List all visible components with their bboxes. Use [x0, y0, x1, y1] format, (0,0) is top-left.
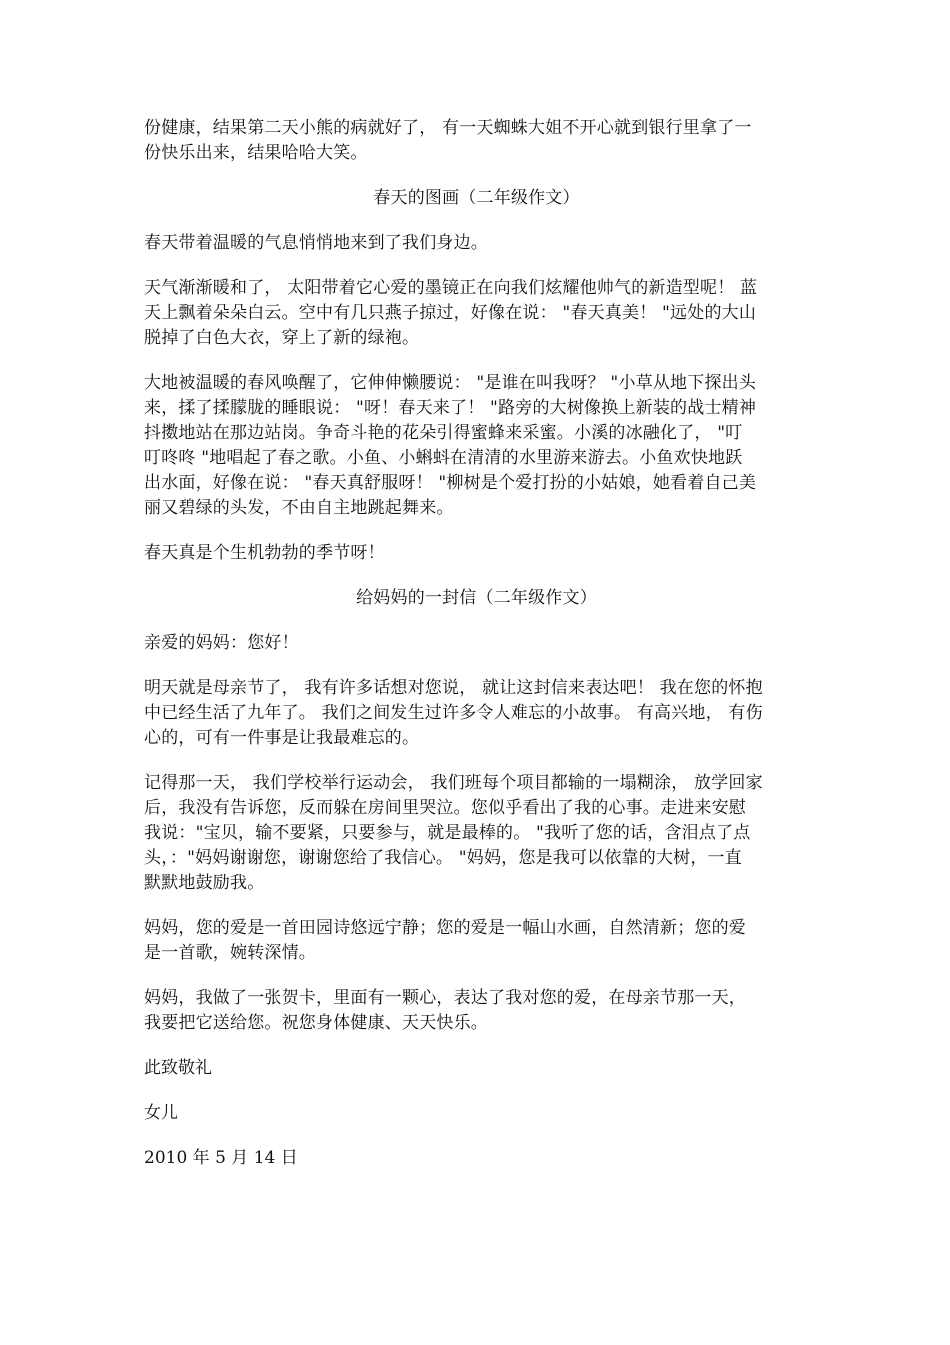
essay1-title: 春天的图画（二年级作文）	[373, 188, 580, 208]
intro-paragraph: 份健康，结果第二天小熊的病就好了， 有一天蜘蛛大姐不开心就到银行里拿了一 份快乐出来，结果哈哈大笑。	[144, 118, 752, 163]
essay2-title: 给妈妈的一封信（二年级作文）	[356, 588, 597, 608]
letter-paragraph-4: 妈妈，我做了一张贺卡，里面有一颗心，表达了我对您的爱，在母亲节那一天， 我要把它送给您。祝您身体健康、天天快乐。	[144, 988, 746, 1033]
document-content	[144, 116, 809, 1191]
letter-closing: 此致敬礼	[144, 1058, 212, 1078]
essay1-paragraph-2: 天气渐渐暖和了， 太阳带着它心爱的墨镜正在向我们炫耀他帅气的新造型呢！ 蓝 天上飘着朵朵白云。空中有几只燕子掠过，好像在说： "春天真美！ "远处的大山 脱掉了白色大衣，穿上了新的绿袍。	[144, 278, 758, 348]
essay1-paragraph-4: 春天真是个生机勃勃的季节呀！	[144, 543, 385, 563]
letter-date: 2010 年 5 月 14 日	[144, 1148, 298, 1168]
letter-signature: 女儿	[144, 1103, 178, 1123]
letter-paragraph-2: 记得那一天， 我们学校举行运动会， 我们班每个项目都输的一塌糊涂， 放学回家 后，我没有告诉您，反而躲在房间里哭泣。您似乎看出了我的心事。走进来安慰 我说："宝贝，输不要紧，只要参与，就是最棒的。 "我听了您的话，含泪点了点 头，："妈妈谢谢您，谢谢您给了我信心。 "妈妈，您是我可以依靠的大树，一直 默默地鼓励我。	[144, 773, 763, 893]
letter-paragraph-1: 明天就是母亲节了， 我有许多话想对您说， 就让这封信来表达吧！ 我在您的怀抱 中已经生活了九年了。 我们之间发生过许多令人难忘的小故事。 有高兴地， 有伤 心的，可有一件事是让我最难忘的。	[144, 678, 763, 748]
essay1-paragraph-3: 大地被温暖的春风唤醒了，它伸伸懒腰说： "是谁在叫我呀？ "小草从地下探出头 来，揉了揉朦胧的睡眼说： "呀！春天来了！ "路旁的大树像换上新装的战士精神 抖擞地站在那边站岗。争奇斗艳的花朵引得蜜蜂来采蜜。小溪的冰融化了， "叮 叮咚咚 "地唱起了春之歌。小鱼、小蝌蚪在清清的水里游来游去。小鱼欢快地跃 出水面，好像在说： "春天真舒服呀！ "柳树是个爱打扮的小姑娘，她看着自己美 丽又碧绿的头发，不由自主地跳起舞来。	[144, 373, 757, 518]
letter-salutation: 亲爱的妈妈：您好！	[144, 633, 299, 653]
letter-paragraph-3: 妈妈，您的爱是一首田园诗悠远宁静；您的爱是一幅山水画，自然清新；您的爱 是一首歌，婉转深情。	[144, 918, 746, 963]
essay1-paragraph-1: 春天带着温暖的气息悄悄地来到了我们身边。	[144, 233, 488, 253]
